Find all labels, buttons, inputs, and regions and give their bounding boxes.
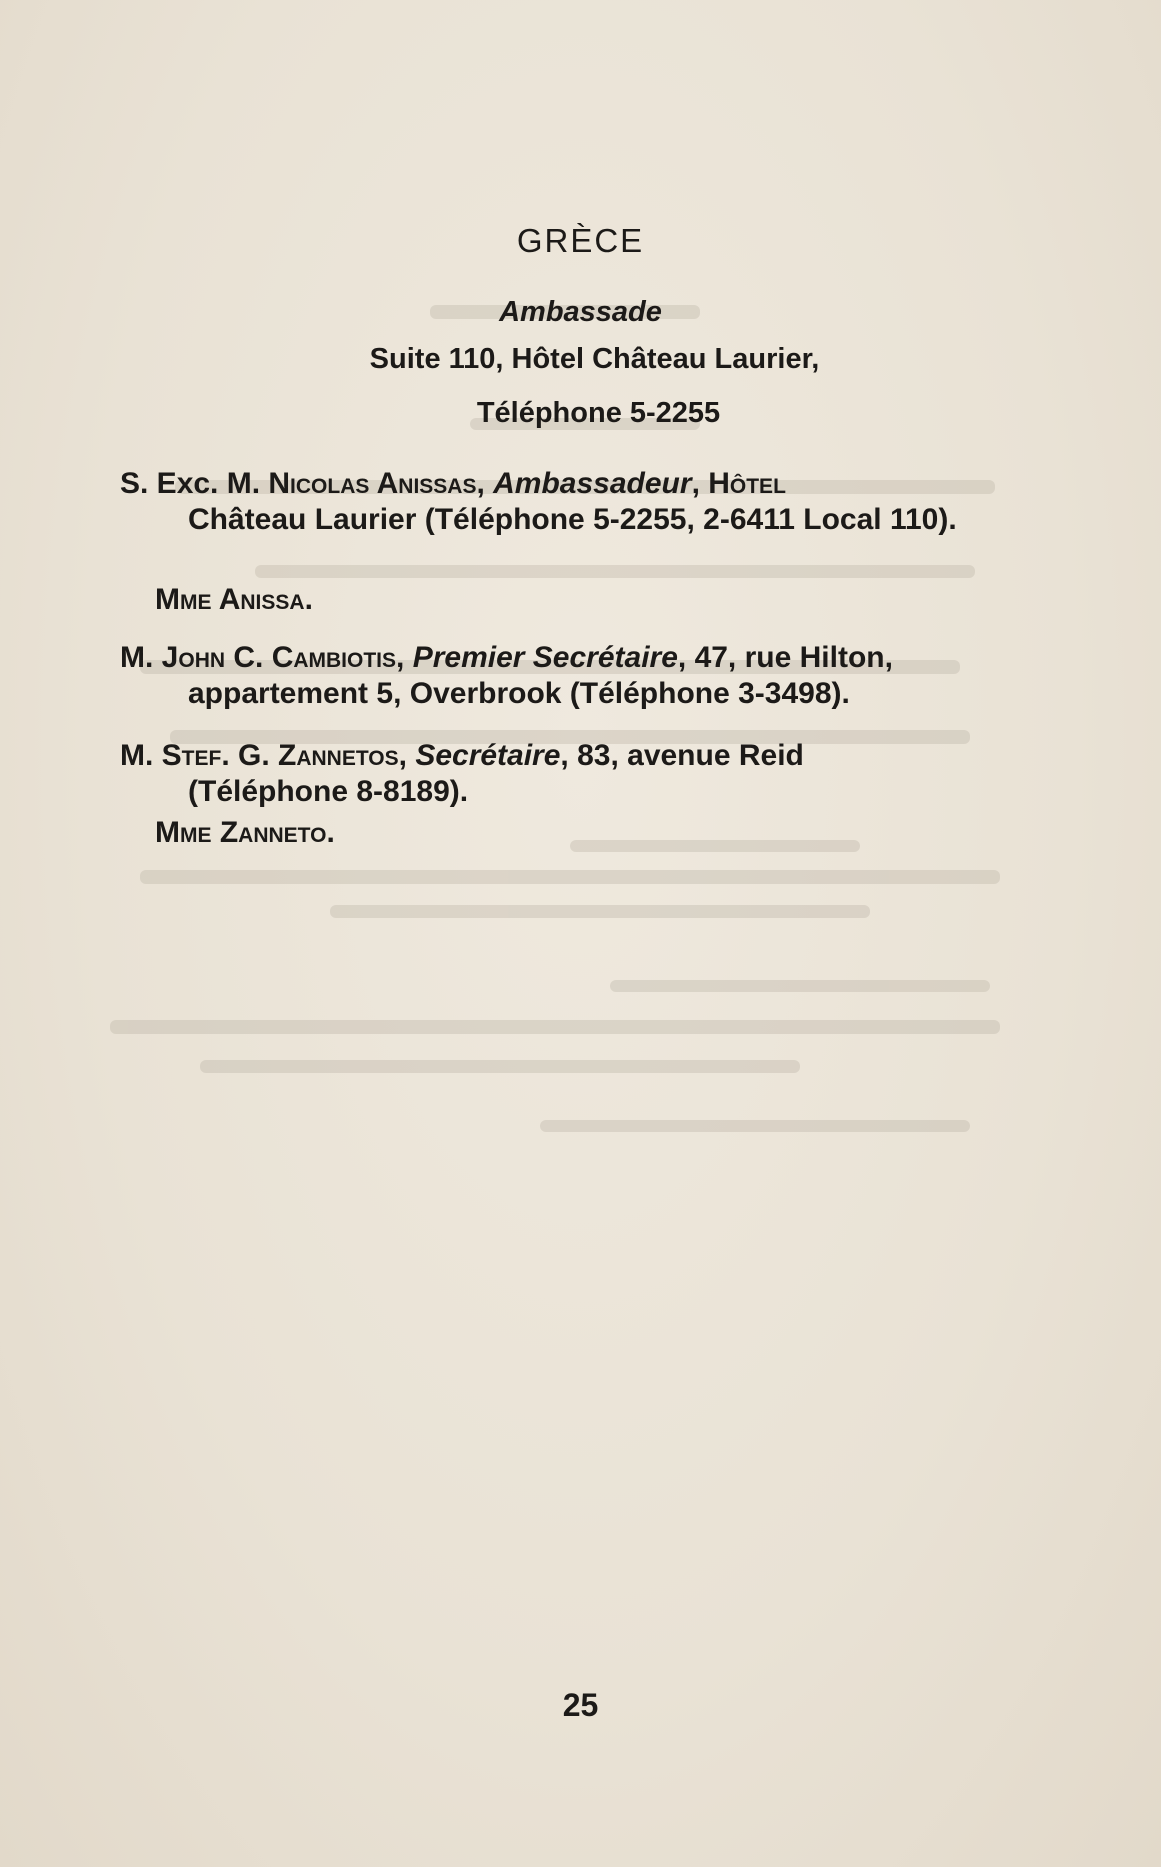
mission-type: Ambassade [499, 296, 662, 328]
entry-title: Secrétaire [415, 739, 561, 772]
entry-name: John C. Cambiotis [161, 641, 397, 674]
embassy-telephone: Téléphone 5-2255 [476, 397, 721, 429]
entry-name: Stef. G. Zannetos [161, 739, 399, 772]
entry-first-secretary: M. John C. Cambiotis, Premier Secrétaire, 47, rue Hilton, appartement 5, Overbrook (Téléphone 3-3498). [120, 640, 1015, 712]
embassy-address: Suite 110, Hôtel Château Laurier, [369, 343, 820, 375]
entry-ambassador-spouse [155, 582, 1050, 618]
entry-prefix: Mme [155, 583, 219, 616]
entry-details: 83, avenue Reid [577, 739, 804, 772]
entry-title: Premier Secrétaire [412, 641, 678, 674]
entry-name: Zanneto. [219, 816, 335, 849]
entry-details: Château Laurier (Téléphone 5-2255, 2-6411 Local 110). [188, 503, 957, 536]
entry-prefix: M. [120, 739, 162, 772]
entry-name: Nicolas Anissas [268, 467, 477, 500]
entry-details-cont: (Téléphone 8-8189). [188, 775, 469, 808]
entry-prefix: M. [120, 641, 162, 674]
entry-title: Ambassadeur [493, 467, 692, 500]
entry-prefix: Mme [155, 816, 220, 849]
entry-secretary-spouse [155, 815, 1050, 851]
entry-secretary: M. Stef. G. Zannetos, Secrétaire, 83, avenue Reid (Téléphone 8-8189). [120, 738, 1015, 810]
entry-name: Anissa. [218, 583, 313, 616]
page-number: 25 [562, 1687, 599, 1723]
entry-ambassador: S. Exc. M. Nicolas Anissas, Ambassadeur, Hôtel Château Laurier (Téléphone 5-2255, 2-6411 Local 110). [120, 466, 1015, 538]
entry-details: 47, rue Hilton, [694, 641, 893, 674]
entry-prefix: S. Exc. M. [120, 467, 269, 500]
entry-details-cont: appartement 5, Overbrook (Téléphone 3-3498). [188, 677, 850, 710]
entry-hotel: Hôtel [708, 467, 786, 500]
country-heading: GRÈCE [516, 222, 645, 259]
